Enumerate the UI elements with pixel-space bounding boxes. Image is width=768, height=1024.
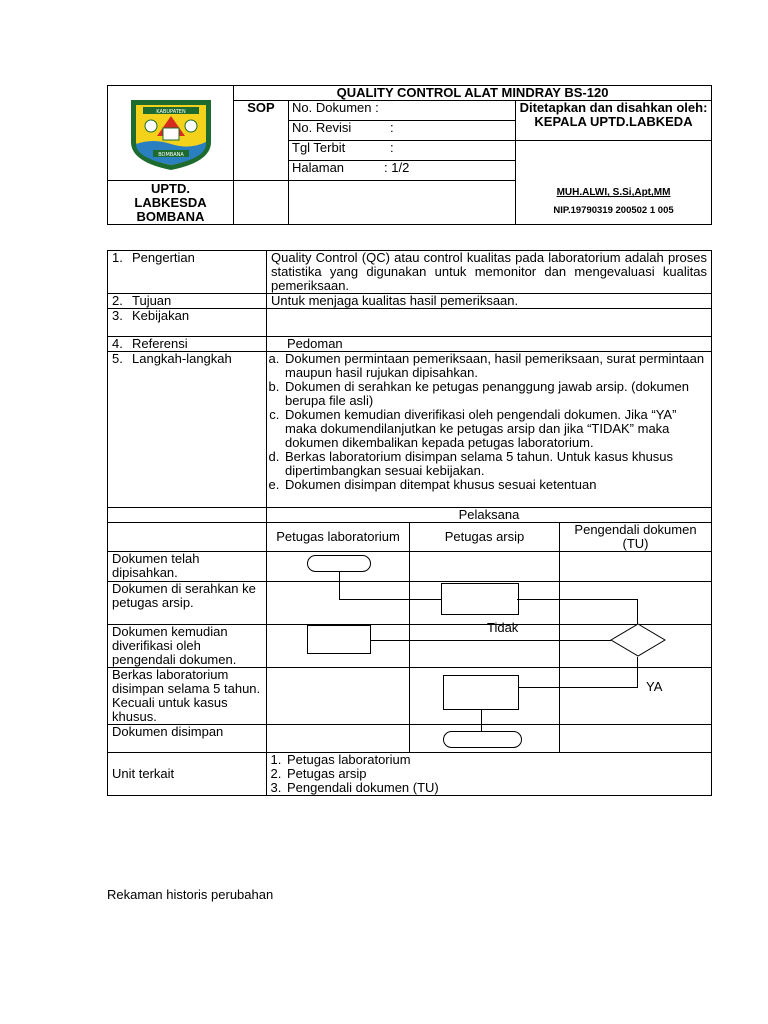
flow-label-ya: YA — [646, 679, 663, 694]
logo-bottom-text: BOMBANA — [157, 151, 184, 158]
unit-item: 3. Pengendali dokumen (TU) — [285, 781, 707, 795]
column-petugas-arsip: Petugas arsip — [410, 523, 560, 552]
flow-row-label: Dokumen disimpan — [108, 725, 267, 753]
column-pengendali-dokumen: Pengendali dokumen (TU) — [560, 523, 712, 552]
flow-row-label: Dokumen telah dipisahkan. — [108, 552, 267, 582]
step-item: b. Dokumen di serahkan ke petugas penanggung jawab arsip. (dokumen berupa file asli) — [283, 380, 707, 408]
flow-row-label: Berkas laboratorium disimpan selama 5 tahun. Kecuali untuk kasus khusus. — [108, 668, 267, 725]
flow-label-tidak: Tidak — [487, 620, 519, 635]
approval-line-1: Ditetapkan dan disahkan oleh: — [519, 100, 708, 115]
signatory-name: MUH.ALWI, S.Si,Apt,MM — [556, 187, 671, 199]
doc-field-no-revisi: No. Revisi : — [289, 121, 516, 141]
sop-label: SOP — [234, 101, 289, 181]
section-text-referensi: Pedoman — [267, 337, 712, 352]
step-item: a. Dokumen permintaan pemeriksaan, hasil pemeriksaan, surat permintaan maupun hasil rujukan dipisahkan. — [283, 352, 707, 380]
unit-item: 2. Petugas arsip — [285, 767, 707, 781]
section-text-kebijakan — [267, 309, 712, 337]
steps-list — [267, 352, 707, 492]
revision-history-label: Rekaman historis perubahan — [107, 887, 274, 902]
section-label-langkah: 5. Langkah-langkah — [108, 352, 267, 508]
org-name: UPTD. LABKESDA BOMBANA — [108, 181, 234, 225]
section-label-pengertian: 1. Pengertian — [108, 251, 267, 294]
section-label-kebijakan: 3. Kebijakan — [108, 309, 267, 337]
section-label-referensi: 4. Referensi — [108, 337, 267, 352]
approval-block — [516, 101, 712, 141]
step-item: e. Dokumen disimpan ditempat khusus sesuai ketentuan — [283, 478, 707, 492]
flow-row-label: Dokumen di serahkan ke petugas arsip. — [108, 582, 267, 625]
unit-terkait-label: Unit terkait — [108, 753, 267, 796]
section-text-tujuan: Untuk menjaga kualitas hasil pemeriksaan. — [267, 294, 712, 309]
section-steps-langkah — [267, 352, 712, 508]
sop-content-table — [107, 250, 712, 796]
pelaksana-header: Pelaksana — [267, 508, 712, 523]
unit-terkait-list — [267, 753, 712, 796]
flow-row-label: Dokumen kemudian diverifikasi oleh pengendali dokumen. — [108, 625, 267, 668]
doc-field-tgl-terbit: Tgl Terbit : — [289, 141, 516, 161]
signatory-nip: NIP.19790319 200502 1 005 — [553, 205, 674, 217]
sop-header-table — [107, 85, 712, 225]
logo-cell — [108, 86, 234, 181]
unit-item: 1. Petugas laboratorium — [285, 753, 707, 767]
document-title: QUALITY CONTROL ALAT MINDRAY BS-120 — [234, 86, 712, 101]
approval-line-2: KEPALA UPTD.LABKEDA — [534, 114, 693, 129]
section-label-tujuan: 2. Tujuan — [108, 294, 267, 309]
column-petugas-laboratorium: Petugas laboratorium — [267, 523, 410, 552]
doc-field-halaman: Halaman : 1/2 — [289, 161, 516, 181]
signatory-block — [516, 181, 712, 225]
logo-top-text: KABUPATEN — [155, 108, 186, 115]
section-text-pengertian: Quality Control (QC) atau control kualitas pada laboratorium adalah proses statistika yang digunakan untuk memonitor dan mengevaluasi kualitas pemeriksaan. — [267, 251, 712, 294]
step-item: c. Dokumen kemudian diverifikasi oleh pengendali dokumen. Jika “YA” maka dokumendilanjutkan ke petugas arsip dan jika “TIDAK” maka dokumen dikembalikan kepada petugas laboratorium. — [283, 408, 707, 450]
bombana-logo — [123, 92, 219, 172]
step-item: d. Berkas laboratorium disimpan selama 5 tahun. Untuk kasus khusus dipertimbangkan sesuai kebijakan. — [283, 450, 707, 478]
doc-field-no-dokumen: No. Dokumen : — [289, 101, 516, 121]
